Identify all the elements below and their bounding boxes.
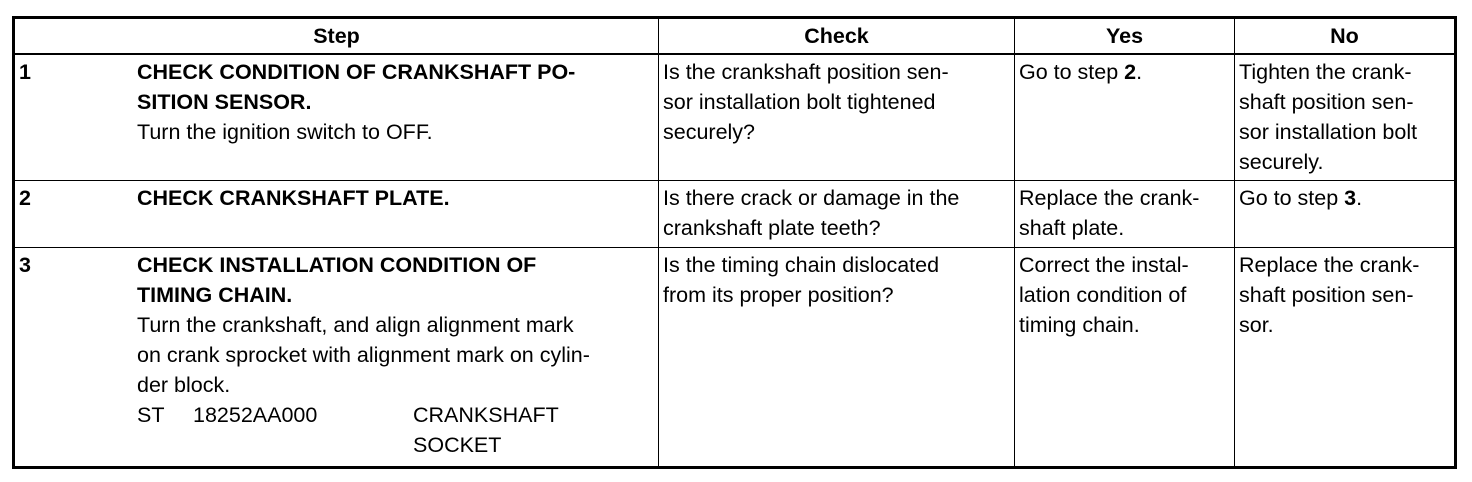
no-cell [1235, 54, 1456, 181]
step-number: 1 [19, 60, 31, 84]
step-description-line: der block. [137, 373, 231, 397]
check-cell [659, 181, 1015, 248]
step-title [137, 57, 654, 117]
yes-line: timing chain. [1019, 313, 1140, 337]
table-row [14, 181, 1456, 248]
step-description-line: Turn the ignition switch to OFF. [137, 120, 433, 144]
check-cell [659, 54, 1015, 181]
step-number: 2 [19, 186, 31, 210]
tool-name-line: SOCKET [413, 433, 502, 457]
step-description-line: Turn the crankshaft, and align alignment mark [137, 313, 574, 337]
table-row [14, 248, 1456, 468]
check-line: securely? [663, 120, 756, 144]
step-title-line: TIMING CHAIN. [137, 283, 293, 307]
no-cell [1235, 181, 1456, 248]
header-yes: Yes [1015, 18, 1235, 55]
step-title-line: CHECK INSTALLATION CONDITION OF [137, 253, 537, 277]
yes-line: Replace the crank- [1019, 186, 1200, 210]
no-line: sor. [1239, 313, 1274, 337]
step-body [137, 250, 654, 460]
no-line: sor installation bolt [1239, 120, 1418, 144]
step-cell [14, 54, 659, 181]
no-line: Replace the crank- [1239, 253, 1420, 277]
no-line: shaft position sen- [1239, 283, 1414, 307]
yes-line: lation condition of [1019, 283, 1187, 307]
no-step-ref: 3 [1344, 186, 1357, 210]
yes-text: Go to step [1019, 60, 1125, 84]
check-line: from its proper position? [663, 283, 894, 307]
step-title-line: SITION SENSOR. [137, 90, 312, 114]
step-title-line: CHECK CRANKSHAFT PLATE. [137, 186, 450, 210]
check-line: Is the crankshaft position sen- [663, 60, 949, 84]
step-number: 3 [19, 253, 31, 277]
step-cell [14, 248, 659, 468]
header-no: No [1235, 18, 1456, 55]
step-title [137, 183, 654, 213]
no-text: Go to step [1239, 186, 1345, 210]
header-check: Check [659, 18, 1015, 55]
yes-step-ref: 2 [1124, 60, 1137, 84]
diagnostic-procedure [12, 16, 1457, 469]
diagnostic-table [12, 16, 1457, 469]
step-body [137, 57, 654, 147]
table-row [14, 54, 1456, 181]
check-line: sor installation bolt tightened [663, 90, 936, 114]
yes-cell [1015, 54, 1235, 181]
no-line: shaft position sen- [1239, 90, 1414, 114]
tool-part-number: 18252AA000 [193, 403, 318, 427]
step-description [137, 117, 654, 147]
step-cell [14, 181, 659, 248]
tool-prefix: ST [137, 403, 165, 427]
yes-cell [1015, 181, 1235, 248]
check-line: Is there crack or damage in the [663, 186, 960, 210]
step-title-line: CHECK CONDITION OF CRANKSHAFT PO- [137, 60, 576, 84]
tool-name [413, 400, 613, 460]
no-line: Tighten the crank- [1239, 60, 1412, 84]
tool-name-line: CRANKSHAFT [413, 403, 559, 427]
special-tool [137, 400, 654, 460]
step-description-line: on crank sprocket with alignment mark on cylin- [137, 343, 590, 367]
check-line: crankshaft plate teeth? [663, 216, 881, 240]
step-description [137, 310, 654, 400]
yes-line: Correct the instal- [1019, 253, 1189, 277]
header-row [14, 18, 1456, 55]
header-step: Step [14, 18, 659, 55]
check-line: Is the timing chain dislocated [663, 253, 940, 277]
yes-suffix: . [1136, 60, 1143, 84]
check-cell [659, 248, 1015, 468]
no-suffix: . [1356, 186, 1363, 210]
step-body [137, 183, 654, 213]
no-line: securely. [1239, 150, 1324, 174]
no-cell [1235, 248, 1456, 468]
step-title [137, 250, 654, 310]
yes-line: shaft plate. [1019, 216, 1125, 240]
yes-cell [1015, 248, 1235, 468]
